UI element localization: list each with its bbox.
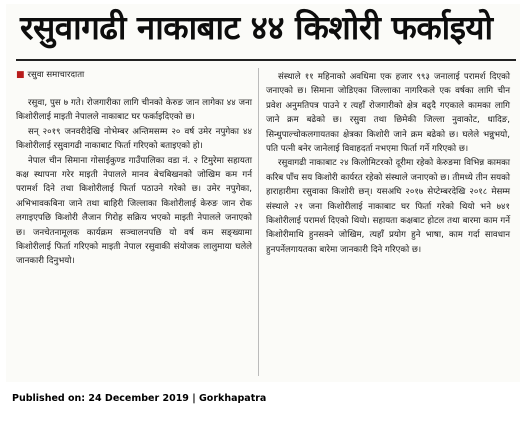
paragraph: रसुवागढी नाकाबाट २४ किलोमिटरको दूरीमा रहेको केरुङमा विभिन्न कामका करिब पाँच सय किशोरी कार्यरत रहेको संस्थाले जनाएको छ। तीमध्ये तीन सयको हाराहारीमा रसुवाका किशोरी छन्। यसअघि २०१७ सेप्टेम्बरदेखि २०१८ मेसम्म संस्थाले २१ जना किशोरीलाई नाकाबाट घर फिर्ता गरेको थियो भने ७४१ किशोरीलाई परामर्श दिएको थियो। सहायता कक्षबाट होटल तथा बारमा काम गर्ने किशोरीमाथि हुनसक्ने जोखिम, त्यहाँ प्रयोग हुने भाषा, काम गर्दा सावधान हुनपर्नेलगायतका बारेमा जानकारी दिने गरिएको छ। <box>266 158 510 255</box>
bullet-icon: ■ <box>16 70 25 80</box>
paragraph: संस्थाले ११ महिनाको अवधिमा एक हजार ९९३ जनालाई परामर्श दिएको जनाएको छ। सिमाना जोडिएका जिल्लाका नागरिकले एक वर्षका लागि चीन प्रवेश अनुमतिपत्र पाउने र त्यहाँ रोजगारीको क्षेत्र बढ्दै गएकाले कामका लागि जाने क्रम बढेको छ। रसुवा तथा छिमेकी जिल्ला नुवाकोट, धादिङ, सिन्धुपाल्चोकलगायतका क्षेत्रका किशोरी जाने क्रम बढेको छ। घलेले भन्नुभयो, पति पत्नी बनेर जानेलाई विवाहदर्ता नभएमा फिर्ता गर्ने गरिएको छ। <box>266 72 510 155</box>
byline <box>16 70 84 81</box>
headline-rule <box>16 59 516 61</box>
paragraph: रसुवा, पुस ७ गते। रोजगारीका लागि चीनको केरुङ जान लागेका ४४ जना किशोरीलाई माइती नेपालले नाकाबाट घर फर्काइदिएको छ। <box>16 98 252 123</box>
byline-text: रसुवा समाचारदाता <box>27 70 85 80</box>
paragraph: नेपाल चीन सिमाना गोसाईकुण्ड गाउँपालिका वडा नं. २ टिमुरेमा सहायता कक्ष स्थापना गरेर माइती नेपालले मानव बेचबिखनको जोखिम कम गर्न परामर्श दिने तथा किशोरीलाई फिर्ता पठाउने गरेको छ। उमेर नपुगेका, अभिभावकबिना जाने तथा बाहिरी जिल्लाका किशोरीलाई केरुङ जान रोक लगाइएपछि किशोरी लैजान गिरोह सक्रिय भएको माइती नेपालले जनाएको छ। जनचेतनामूलक कार्यक्रम सञ्चालनपछि यो वर्ष कम सङ्ख्यामा किशोरीलाई फिर्ता गरिएको माइती नेपाल रसुवाकी संयोजक लालुमाया घलेले जानकारी दिनुभयो। <box>16 155 252 267</box>
left-column <box>16 96 252 269</box>
right-column <box>266 70 510 257</box>
newspaper-clipping <box>6 4 520 382</box>
paragraph: सन् २०१९ जनवरीदेखि नोभेम्बर अन्तिमसम्म २० वर्ष उमेर नपुगेका ४४ किशोरीलाई रसुवागढी नाकाबाट फिर्ता गरिएको बताइएको हो। <box>16 126 252 152</box>
publication-caption: Published on: 24 December 2019 | Gorkhapatra <box>12 393 267 404</box>
column-divider <box>258 68 259 376</box>
headline: रसुवागढी नाकाबाट ४४ किशोरी फर्काइयो <box>20 8 493 47</box>
